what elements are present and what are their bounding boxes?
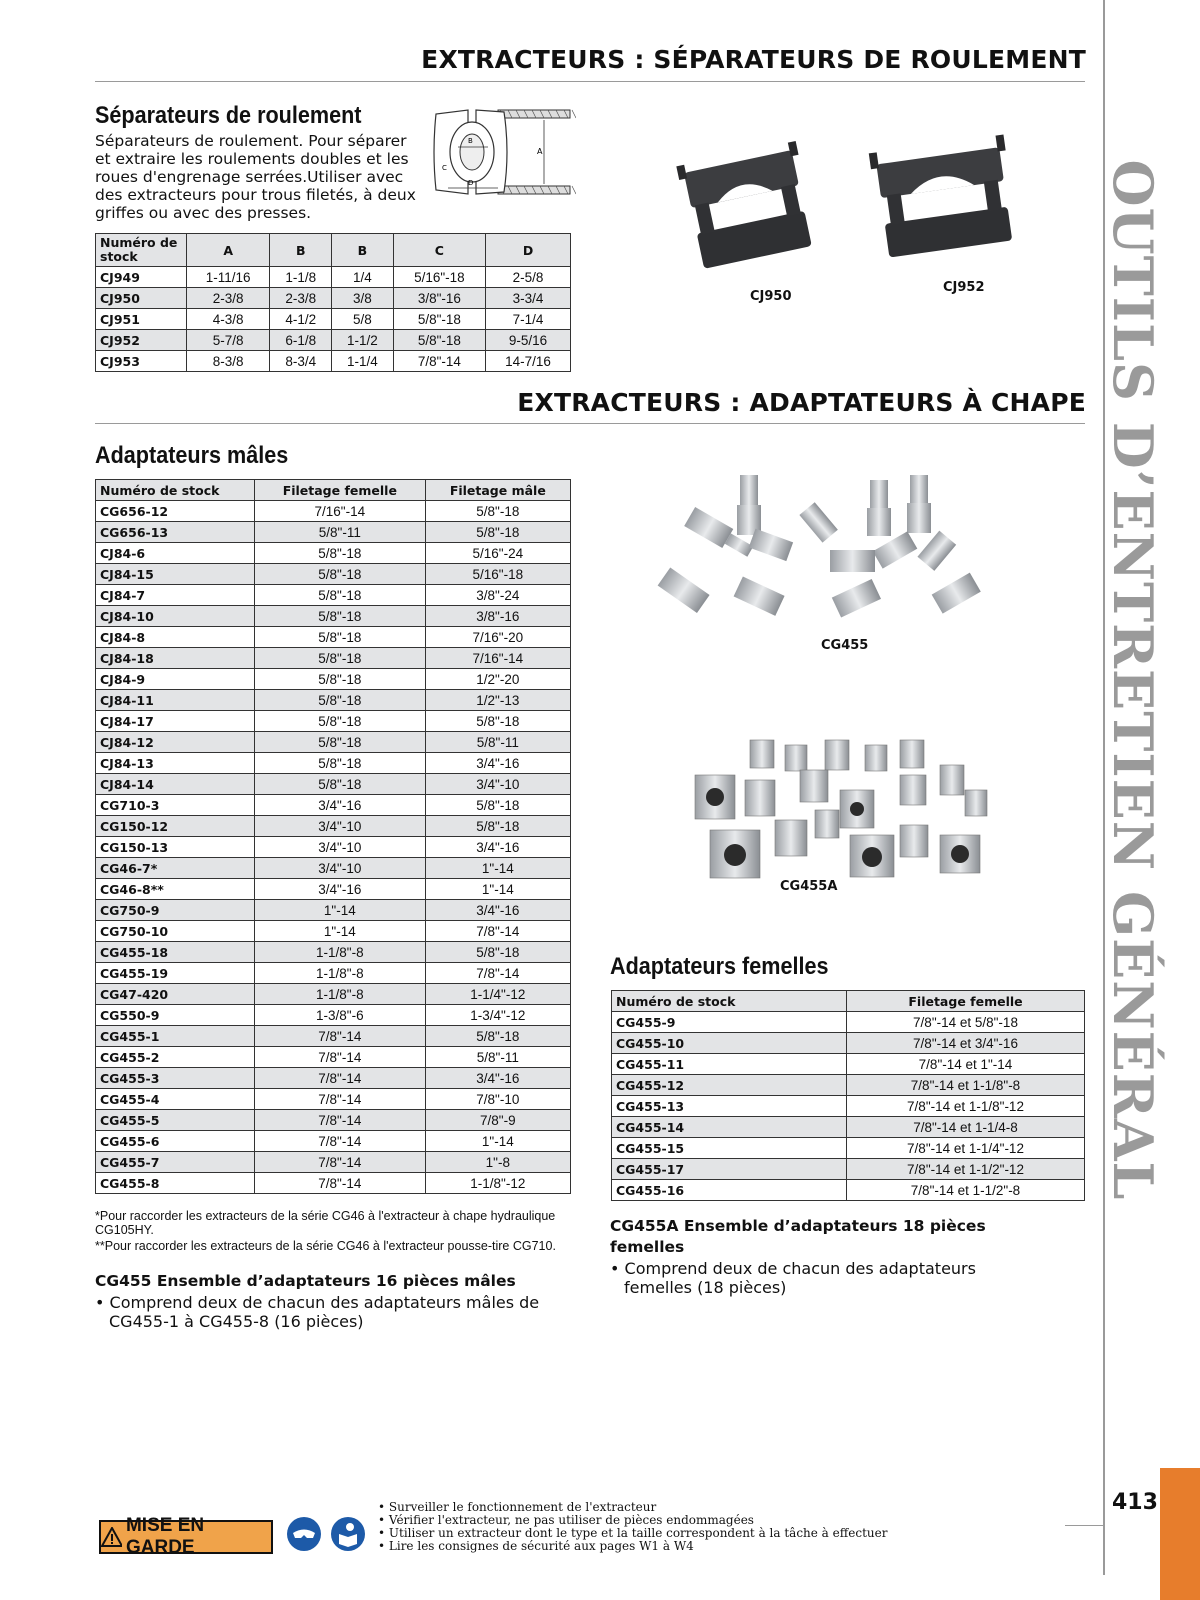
stock-number-cell: CJ952 xyxy=(96,330,187,351)
value-cell: 1-1/4 xyxy=(332,351,394,372)
table-row xyxy=(96,288,571,309)
femelles-table xyxy=(611,990,1085,1201)
safety-note: • Vérifier l'extracteur, ne pas utiliser de pièces endommagées xyxy=(378,1513,754,1527)
value-cell: 3/4"-10 xyxy=(255,816,426,837)
table-row xyxy=(96,690,571,711)
stock-number-cell: CG656-13 xyxy=(96,522,255,543)
read-manual-icon xyxy=(330,1516,366,1552)
value-cell: 7/8"-14 et 1-1/8"-12 xyxy=(847,1096,1085,1117)
table-row xyxy=(96,1026,571,1047)
col-header-female-thread: Filetage femelle xyxy=(847,991,1085,1012)
value-cell: 7/8"-14 et 1-1/4"-12 xyxy=(847,1138,1085,1159)
stock-number-cell: CJ953 xyxy=(96,351,187,372)
value-cell: 5/8"-18 xyxy=(255,711,426,732)
diagram-label-a: A xyxy=(537,147,543,156)
value-cell: 3/8"-16 xyxy=(425,606,570,627)
value-cell: 5/8"-18 xyxy=(255,627,426,648)
table-row xyxy=(96,1152,571,1173)
value-cell: 5/8"-18 xyxy=(425,501,570,522)
value-cell: 3/8 xyxy=(332,288,394,309)
table-row xyxy=(96,732,571,753)
value-cell: 7/8"-9 xyxy=(425,1110,570,1131)
value-cell: 3/4"-10 xyxy=(255,858,426,879)
col-header-male-thread: Filetage mâle xyxy=(425,480,570,501)
value-cell: 1/2"-20 xyxy=(425,669,570,690)
section-title-separateurs: EXTRACTEURS : SÉPARATEURS DE ROULEMENT xyxy=(421,45,1086,74)
value-cell: 1-3/4"-12 xyxy=(425,1005,570,1026)
diagram-label-c: C xyxy=(442,164,447,172)
table-row xyxy=(96,1005,571,1026)
page-number: 413 xyxy=(1112,1490,1158,1515)
value-cell: 7/8"-14 et 3/4"-16 xyxy=(847,1033,1085,1054)
stock-number-cell: CG455-4 xyxy=(96,1089,255,1110)
value-cell: 7/8"-10 xyxy=(425,1089,570,1110)
table-row xyxy=(96,816,571,837)
value-cell: 1/2"-13 xyxy=(425,690,570,711)
caution-badge xyxy=(99,1515,273,1558)
table-row xyxy=(96,900,571,921)
safety-note: • Surveiller le fonctionnement de l'extracteur xyxy=(378,1500,657,1514)
stock-number-cell: CG455-14 xyxy=(612,1117,847,1138)
stock-number-cell: CJ84-15 xyxy=(96,564,255,585)
value-cell: 7/8"-14 et 1-1/8"-8 xyxy=(847,1075,1085,1096)
value-cell: 1"-14 xyxy=(425,858,570,879)
males-title: Adaptateurs mâles xyxy=(95,442,289,469)
value-cell: 1-1/2 xyxy=(332,330,394,351)
col-header-stock: Numéro de stock xyxy=(96,480,255,501)
value-cell: 1"-14 xyxy=(425,879,570,900)
stock-number-cell: CG455-8 xyxy=(96,1173,255,1194)
stock-number-cell: CJ84-14 xyxy=(96,774,255,795)
table-row xyxy=(96,585,571,606)
stock-number-cell: CJ84-9 xyxy=(96,669,255,690)
stock-number-cell: CG455-6 xyxy=(96,1131,255,1152)
value-cell: 7-1/4 xyxy=(486,309,571,330)
table-row xyxy=(96,648,571,669)
value-cell: 7/16"-14 xyxy=(425,648,570,669)
value-cell: 7/8"-14 xyxy=(255,1068,426,1089)
value-cell: 3/4"-16 xyxy=(255,795,426,816)
value-cell: 2-3/8 xyxy=(270,288,332,309)
cj950-photo xyxy=(665,130,835,290)
stock-number-cell: CJ951 xyxy=(96,309,187,330)
table-row xyxy=(612,1180,1085,1201)
table-row xyxy=(96,351,571,372)
value-cell: 7/8"-14 et 1-1/4-8 xyxy=(847,1117,1085,1138)
value-cell: 7/8"-14 xyxy=(393,351,485,372)
table-row xyxy=(96,1131,571,1152)
value-cell: 7/8"-14 et 1-1/2"-12 xyxy=(847,1159,1085,1180)
stock-number-cell: CG750-10 xyxy=(96,921,255,942)
stock-number-cell: CJ84-6 xyxy=(96,543,255,564)
table-row xyxy=(96,309,571,330)
value-cell: 3/4"-16 xyxy=(255,879,426,900)
eye-protection-icon xyxy=(286,1516,322,1552)
value-cell: 5/8"-11 xyxy=(425,732,570,753)
value-cell: 7/16"-20 xyxy=(425,627,570,648)
value-cell: 5/8"-18 xyxy=(425,816,570,837)
value-cell: 5/8"-18 xyxy=(393,330,485,351)
cj952-photo xyxy=(862,125,1032,275)
value-cell: 5/16"-18 xyxy=(425,564,570,585)
table-row xyxy=(96,330,571,351)
table-row xyxy=(96,627,571,648)
table-row xyxy=(96,669,571,690)
value-cell: 7/8"-14 xyxy=(255,1173,426,1194)
value-cell: 5/8"-11 xyxy=(425,1047,570,1068)
value-cell: 7/8"-14 et 5/8"-18 xyxy=(847,1012,1085,1033)
stock-number-cell: CG455-10 xyxy=(612,1033,847,1054)
stock-number-cell: CJ84-13 xyxy=(96,753,255,774)
value-cell: 7/8"-14 xyxy=(255,1110,426,1131)
value-cell: 5/8"-18 xyxy=(255,774,426,795)
table-row xyxy=(612,1117,1085,1138)
footnote-2: **Pour raccorder les extracteurs de la série CG46 à l'extracteur pousse-tire CG710. xyxy=(95,1239,556,1253)
value-cell: 5/8 xyxy=(332,309,394,330)
value-cell: 5/8"-11 xyxy=(255,522,426,543)
value-cell: 1"-14 xyxy=(255,900,426,921)
table-row xyxy=(612,1012,1085,1033)
table-row xyxy=(96,753,571,774)
stock-number-cell: CG455-3 xyxy=(96,1068,255,1089)
cg455a-photo xyxy=(690,735,1000,885)
table-row xyxy=(612,1159,1085,1180)
value-cell: 5/16"-24 xyxy=(425,543,570,564)
stock-number-cell: CJ84-8 xyxy=(96,627,255,648)
value-cell: 5/8"-18 xyxy=(425,942,570,963)
table-row xyxy=(96,942,571,963)
col-header-d: D xyxy=(486,234,571,267)
value-cell: 1"-8 xyxy=(425,1152,570,1173)
table-row xyxy=(96,267,571,288)
stock-number-cell: CJ949 xyxy=(96,267,187,288)
value-cell: 5/8"-18 xyxy=(255,648,426,669)
stock-number-cell: CG455-18 xyxy=(96,942,255,963)
col-header-a: A xyxy=(187,234,270,267)
stock-number-cell: CJ84-7 xyxy=(96,585,255,606)
value-cell: 3-3/4 xyxy=(486,288,571,309)
table-row xyxy=(96,543,571,564)
header-rule-1 xyxy=(95,81,1085,82)
value-cell: 7/16"-14 xyxy=(255,501,426,522)
separateurs-title: Séparateurs de roulement xyxy=(95,102,362,129)
table-row xyxy=(96,1047,571,1068)
stock-number-cell: CG455-19 xyxy=(96,963,255,984)
table-row xyxy=(96,522,571,543)
value-cell: 7/8"-14 xyxy=(255,1026,426,1047)
value-cell: 1-11/16 xyxy=(187,267,270,288)
value-cell: 5-7/8 xyxy=(187,330,270,351)
stock-number-cell: CG455-7 xyxy=(96,1152,255,1173)
stock-number-cell: CG47-420 xyxy=(96,984,255,1005)
value-cell: 1/4 xyxy=(332,267,394,288)
value-cell: 8-3/8 xyxy=(187,351,270,372)
value-cell: 5/8"-18 xyxy=(255,753,426,774)
stock-number-cell: CG455-1 xyxy=(96,1026,255,1047)
table-row xyxy=(96,858,571,879)
table-row xyxy=(96,795,571,816)
table-row xyxy=(612,1075,1085,1096)
table-row xyxy=(96,837,571,858)
femelles-title: Adaptateurs femelles xyxy=(610,953,829,980)
table-header-row xyxy=(96,480,571,501)
value-cell: 7/8"-14 xyxy=(425,963,570,984)
caption-cj950: CJ950 xyxy=(750,289,792,304)
warning-icon xyxy=(101,1527,122,1547)
value-cell: 3/4"-16 xyxy=(425,900,570,921)
header-rule-2 xyxy=(95,423,1085,424)
value-cell: 5/8"-18 xyxy=(255,732,426,753)
value-cell: 8-3/4 xyxy=(270,351,332,372)
value-cell: 1"-14 xyxy=(255,921,426,942)
value-cell: 6-1/8 xyxy=(270,330,332,351)
value-cell: 5/8"-18 xyxy=(425,1026,570,1047)
stock-number-cell: CG455-17 xyxy=(612,1159,847,1180)
value-cell: 5/8"-18 xyxy=(255,585,426,606)
stock-number-cell: CG46-7* xyxy=(96,858,255,879)
male-set-bullet: • Comprend deux de chacun des adaptateurs mâles de CG455-1 à CG455-8 (16 pièces) xyxy=(95,1293,540,1331)
safety-note: • Lire les consignes de sécurité aux pages W1 à W4 xyxy=(378,1539,694,1553)
stock-number-cell: CJ950 xyxy=(96,288,187,309)
separateurs-description: Séparateurs de roulement. Pour séparer et extraire les roulements doubles et les roues d'engrenage serrées.Utiliser avec des extracteurs pour trous filetés, à deux griffes ou avec des presses. xyxy=(95,132,416,222)
caption-cg455a: CG455A xyxy=(780,879,838,894)
stock-number-cell: CG750-9 xyxy=(96,900,255,921)
value-cell: 5/8"-18 xyxy=(255,543,426,564)
stock-number-cell: CG455-9 xyxy=(612,1012,847,1033)
value-cell: 7/8"-14 xyxy=(255,1131,426,1152)
value-cell: 5/8"-18 xyxy=(255,564,426,585)
table-row xyxy=(96,774,571,795)
value-cell: 5/8"-18 xyxy=(425,522,570,543)
value-cell: 1-3/8"-6 xyxy=(255,1005,426,1026)
stock-number-cell: CG455-12 xyxy=(612,1075,847,1096)
males-table xyxy=(95,479,571,1194)
stock-number-cell: CJ84-17 xyxy=(96,711,255,732)
value-cell: 2-3/8 xyxy=(187,288,270,309)
table-row xyxy=(612,1054,1085,1075)
col-header-c: C xyxy=(393,234,485,267)
table-row xyxy=(96,606,571,627)
stock-number-cell: CG150-12 xyxy=(96,816,255,837)
caption-cg455: CG455 xyxy=(821,638,869,653)
stock-number-cell: CG150-13 xyxy=(96,837,255,858)
value-cell: 1-1/8"-8 xyxy=(255,963,426,984)
value-cell: 1-1/8"-8 xyxy=(255,942,426,963)
value-cell: 7/8"-14 xyxy=(425,921,570,942)
table-row xyxy=(612,1033,1085,1054)
stock-number-cell: CG656-12 xyxy=(96,501,255,522)
table-row xyxy=(96,984,571,1005)
col-header-stock: Numéro de stock xyxy=(96,234,187,267)
value-cell: 1-1/8"-12 xyxy=(425,1173,570,1194)
value-cell: 9-5/16 xyxy=(486,330,571,351)
stock-number-cell: CJ84-11 xyxy=(96,690,255,711)
value-cell: 5/16"-18 xyxy=(393,267,485,288)
value-cell: 3/4"-10 xyxy=(425,774,570,795)
stock-number-cell: CG455-15 xyxy=(612,1138,847,1159)
table-header-row xyxy=(612,991,1085,1012)
male-set-title: CG455 Ensemble d’adaptateurs 16 pièces mâles xyxy=(95,1272,516,1290)
value-cell: 3/4"-16 xyxy=(425,837,570,858)
stock-number-cell: CG455-5 xyxy=(96,1110,255,1131)
page-tab xyxy=(1160,1468,1200,1600)
female-set-bullet: • Comprend deux de chacun des adaptateurs femelles (18 pièces) xyxy=(610,1259,976,1297)
stock-number-cell: CG455-16 xyxy=(612,1180,847,1201)
value-cell: 5/8"-18 xyxy=(425,795,570,816)
value-cell: 5/8"-18 xyxy=(255,606,426,627)
value-cell: 1-1/8 xyxy=(270,267,332,288)
stock-number-cell: CJ84-10 xyxy=(96,606,255,627)
stock-number-cell: CG455-13 xyxy=(612,1096,847,1117)
section-title-adaptateurs: EXTRACTEURS : ADAPTATEURS À CHAPE xyxy=(517,388,1086,417)
caution-label: MISE EN GARDE xyxy=(125,1515,205,1558)
stock-number-cell: CJ84-18 xyxy=(96,648,255,669)
value-cell: 3/4"-16 xyxy=(425,1068,570,1089)
value-cell: 1-1/4"-12 xyxy=(425,984,570,1005)
value-cell: 3/8"-16 xyxy=(393,288,485,309)
page-number-rule xyxy=(1065,1525,1103,1526)
cg455-photo xyxy=(655,470,1015,640)
value-cell: 5/8"-18 xyxy=(255,690,426,711)
stock-number-cell: CG46-8** xyxy=(96,879,255,900)
stock-number-cell: CG455-11 xyxy=(612,1054,847,1075)
value-cell: 4-3/8 xyxy=(187,309,270,330)
table-row xyxy=(96,501,571,522)
table-row xyxy=(96,1089,571,1110)
diagram-label-b: B xyxy=(468,137,473,145)
table-row xyxy=(96,1110,571,1131)
value-cell: 3/4"-10 xyxy=(255,837,426,858)
sidebar-category-label: OUTILS D’ENTRETIEN GÉNÉRAL xyxy=(1100,159,1165,1201)
table-header-row xyxy=(96,234,571,267)
table-row xyxy=(96,711,571,732)
caption-cj952: CJ952 xyxy=(943,280,985,295)
footnote-1: *Pour raccorder les extracteurs de la série CG46 à l'extracteur à chape hydraulique CG105HY. xyxy=(95,1209,556,1237)
value-cell: 7/8"-14 xyxy=(255,1152,426,1173)
table-row xyxy=(96,963,571,984)
table-row xyxy=(96,921,571,942)
value-cell: 5/8"-18 xyxy=(425,711,570,732)
value-cell: 7/8"-14 xyxy=(255,1089,426,1110)
value-cell: 7/8"-14 et 1"-14 xyxy=(847,1054,1085,1075)
diagram-label-d: D xyxy=(468,179,474,187)
value-cell: 14-7/16 xyxy=(486,351,571,372)
safety-notes xyxy=(378,1501,978,1553)
value-cell: 5/8"-18 xyxy=(393,309,485,330)
value-cell: 4-1/2 xyxy=(270,309,332,330)
female-set-title: CG455A Ensemble d’adaptateurs 18 pièces femelles xyxy=(610,1217,986,1256)
col-header-b: B xyxy=(270,234,332,267)
value-cell: 7/8"-14 et 1-1/2"-8 xyxy=(847,1180,1085,1201)
table-row xyxy=(96,1068,571,1089)
separator-diagram xyxy=(428,102,576,202)
value-cell: 3/8"-24 xyxy=(425,585,570,606)
stock-number-cell: CG550-9 xyxy=(96,1005,255,1026)
stock-number-cell: CJ84-12 xyxy=(96,732,255,753)
value-cell: 5/8"-18 xyxy=(255,669,426,690)
value-cell: 7/8"-14 xyxy=(255,1047,426,1068)
col-header-female-thread: Filetage femelle xyxy=(255,480,426,501)
safety-note: • Utiliser un extracteur dont le type et la taille correspondent à la tâche à effectuer xyxy=(378,1526,888,1540)
table-row xyxy=(612,1138,1085,1159)
value-cell: 1"-14 xyxy=(425,1131,570,1152)
separateurs-table xyxy=(95,233,571,372)
stock-number-cell: CG455-2 xyxy=(96,1047,255,1068)
value-cell: 2-5/8 xyxy=(486,267,571,288)
col-header-stock: Numéro de stock xyxy=(612,991,847,1012)
table-row xyxy=(96,1173,571,1194)
table-row xyxy=(96,879,571,900)
col-header-b2: B xyxy=(332,234,394,267)
stock-number-cell: CG710-3 xyxy=(96,795,255,816)
table-row xyxy=(612,1096,1085,1117)
table-row xyxy=(96,564,571,585)
value-cell: 1-1/8"-8 xyxy=(255,984,426,1005)
value-cell: 3/4"-16 xyxy=(425,753,570,774)
